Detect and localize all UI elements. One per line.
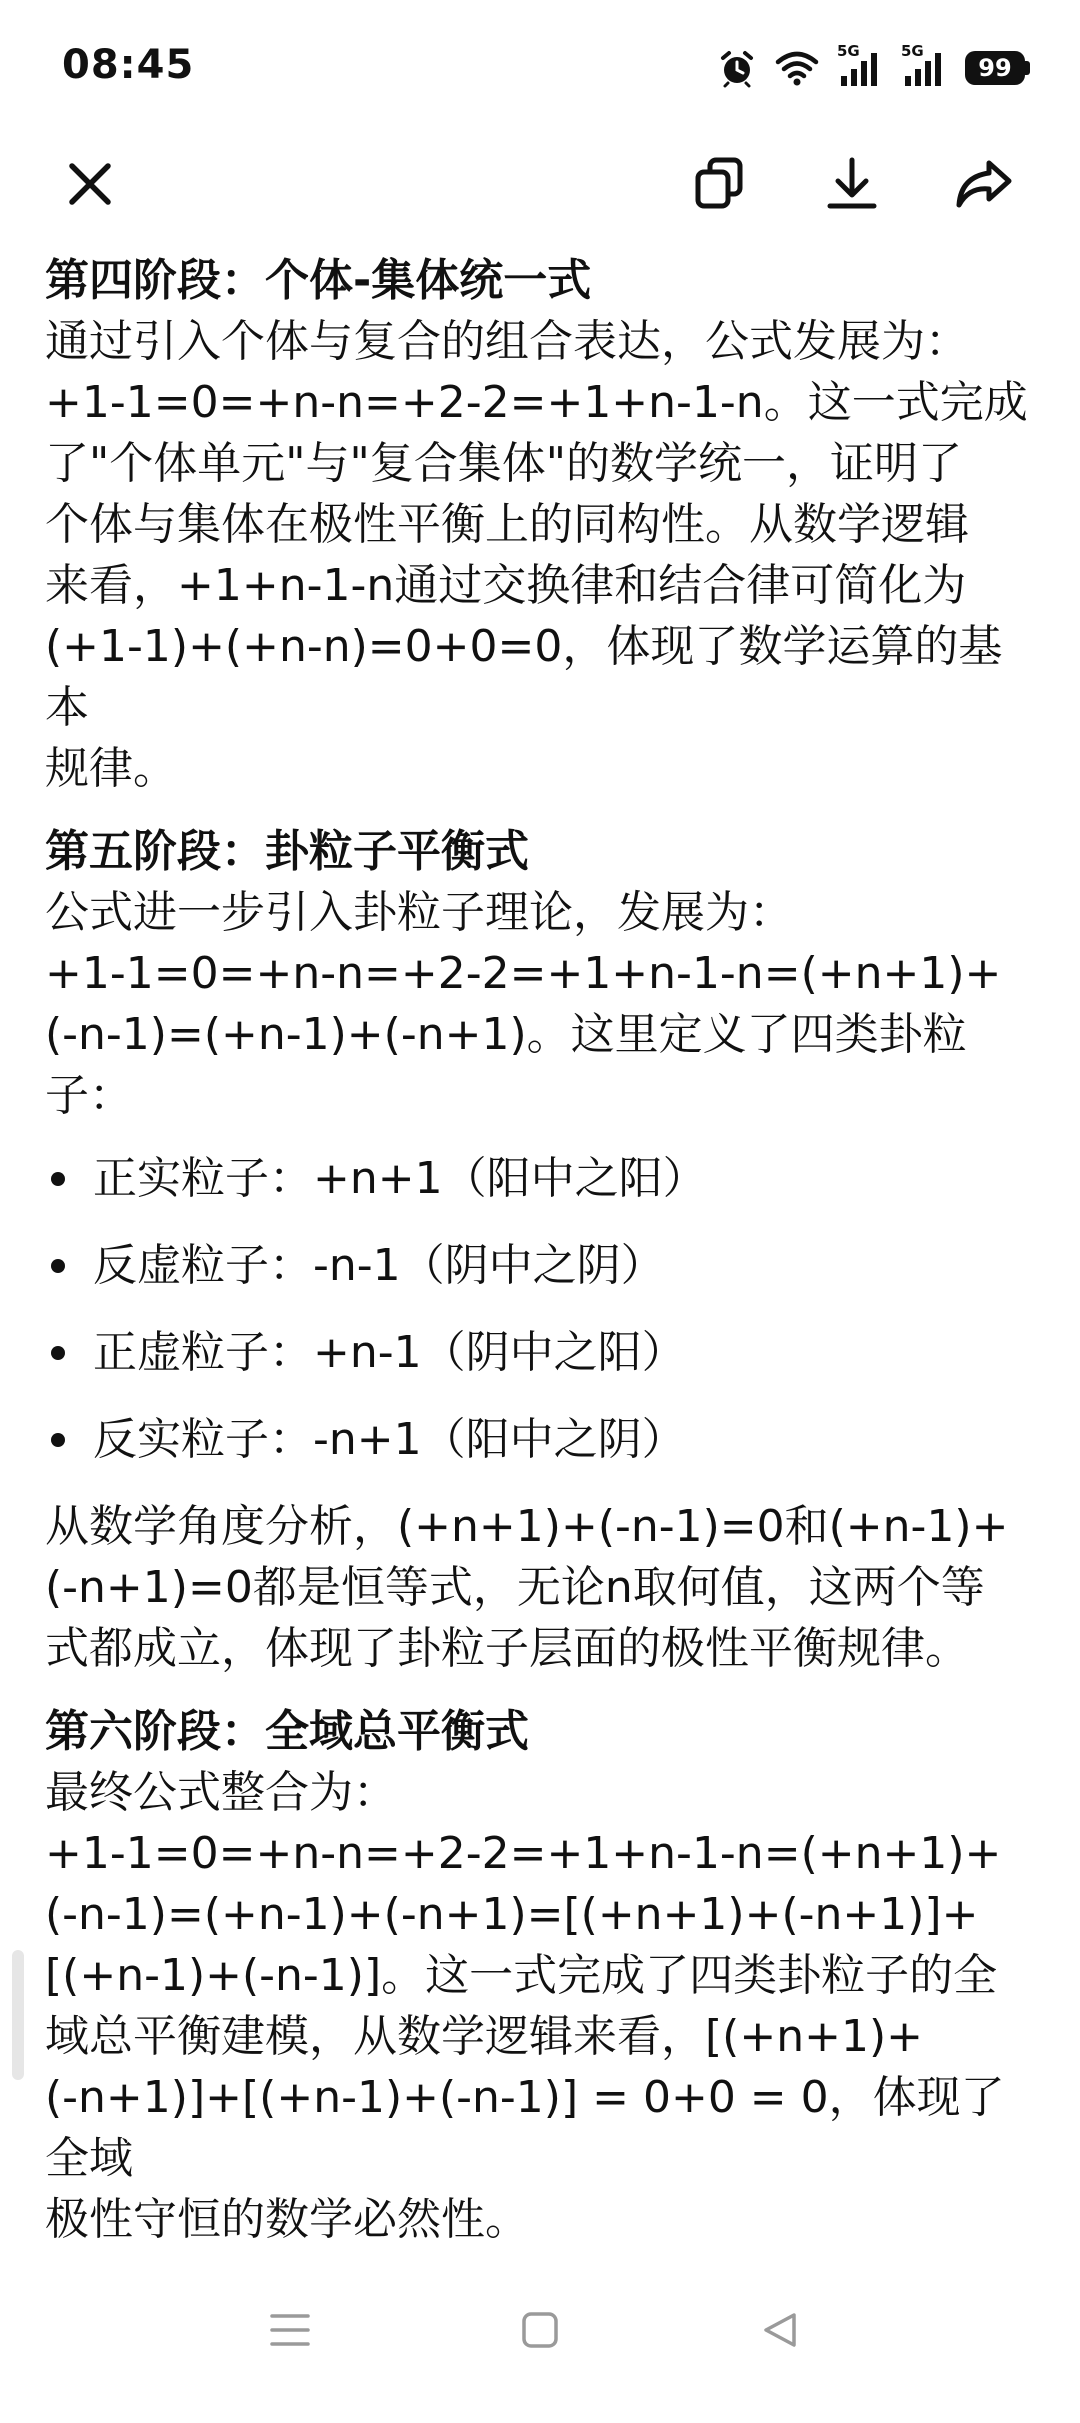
signal-5g-icon-1 — [837, 42, 883, 88]
alarm-icon — [717, 48, 757, 88]
section-body: 公式进一步引入卦粒子理论，发展为： +1-1=0=+n-n=+2-2=+1+n-1-n=(+n+1)+ (-n-1)=(+n-1)+(-n+1)。这里定义了四类卦粒 子： — [45, 887, 1002, 1121]
status-icons — [717, 44, 1030, 92]
close-button[interactable] — [50, 144, 130, 224]
bullet-dot — [51, 1172, 65, 1186]
menu-icon — [268, 2310, 312, 2350]
list-item-text: 正实粒子：+n+1（阳中之阳） — [93, 1153, 707, 1204]
list-item — [45, 1148, 1040, 1209]
section-title: 第六阶段：全域总平衡式 — [45, 1706, 529, 1757]
section-stage-6 — [45, 1701, 1040, 2250]
section-body: 通过引入个体与复合的组合表达，公式发展为： +1-1=0=+n-n=+2-2=+1+n-1-n。这一式完成 了"个体单元"与"复合集体"的数学统一，证明了 个体与集体在极性平衡上的同构性。从数学逻辑 来看，+1+n-1-n通过交换律和结合律可简化为 (+1-1)+(+n-n)=0+0=0，体现了数学运算的基本 规律。 — [45, 316, 1028, 794]
home-icon — [520, 2310, 560, 2350]
signal-5g-label-2: 5G — [901, 42, 924, 60]
copy-icon — [690, 154, 750, 214]
home-button[interactable] — [490, 2280, 590, 2380]
section-stage-5 — [45, 821, 1040, 1679]
list-item — [45, 1322, 1040, 1383]
section-title: 第五阶段：卦粒子平衡式 — [45, 826, 529, 877]
download-icon — [822, 154, 882, 214]
list-item-text: 反虚粒子：-n-1（阴中之阴） — [93, 1240, 665, 1291]
section-analysis: 从数学角度分析，(+n+1)+(-n-1)=0和(+n-1)+ (-n+1)=0都是恒等式，无论n取何值，这两个等 式都成立，体现了卦粒子层面的极性平衡规律。 — [45, 1501, 1009, 1674]
signal-5g-label-1: 5G — [837, 42, 860, 60]
list-item — [45, 1409, 1040, 1470]
bullet-dot — [51, 1433, 65, 1447]
back-button[interactable] — [730, 2280, 830, 2380]
section-title: 第四阶段：个体-集体统一式 — [45, 255, 592, 306]
share-icon — [953, 153, 1015, 215]
wifi-icon — [775, 50, 819, 86]
battery-indicator — [965, 51, 1030, 85]
close-icon — [62, 156, 118, 212]
bullet-dot — [51, 1346, 65, 1360]
back-icon — [760, 2310, 800, 2350]
section-body: 最终公式整合为： +1-1=0=+n-n=+2-2=+1+n-1-n=(+n+1)+ (-n-1)=(+n-1)+(-n+1)=[(+n+1)+(-n+1)]+ [(+n-1)+(-n-1)]。这一式完成了四类卦粒子的全 域总平衡建模，从数学逻辑来看，[(+n+1)+ (-n+1)]+[(+n-1)+(-n-1)] = 0+0 = 0，体现了全域 极性守恒的数学必然性。 — [45, 1767, 1005, 2245]
article-content — [45, 250, 1040, 2250]
battery-tip — [1025, 61, 1030, 75]
status-time: 08:45 — [62, 42, 195, 88]
list-item — [45, 1235, 1040, 1296]
bullet-dot — [51, 1259, 65, 1273]
battery-level: 99 — [965, 51, 1025, 85]
navigation-bar — [0, 2250, 1080, 2412]
scroll-handle[interactable] — [12, 1950, 24, 2080]
share-button[interactable] — [944, 144, 1024, 224]
signal-5g-icon-2 — [901, 42, 947, 88]
status-bar — [0, 0, 1080, 130]
download-button[interactable] — [812, 144, 892, 224]
top-toolbar — [0, 130, 1080, 240]
section-stage-4 — [45, 250, 1040, 799]
list-item-text: 反实粒子：-n+1（阳中之阴） — [93, 1414, 686, 1465]
list-item-text: 正虚粒子：+n-1（阴中之阳） — [93, 1327, 686, 1378]
menu-button[interactable] — [240, 2280, 340, 2380]
copy-button[interactable] — [680, 144, 760, 224]
particle-list — [45, 1148, 1040, 1470]
